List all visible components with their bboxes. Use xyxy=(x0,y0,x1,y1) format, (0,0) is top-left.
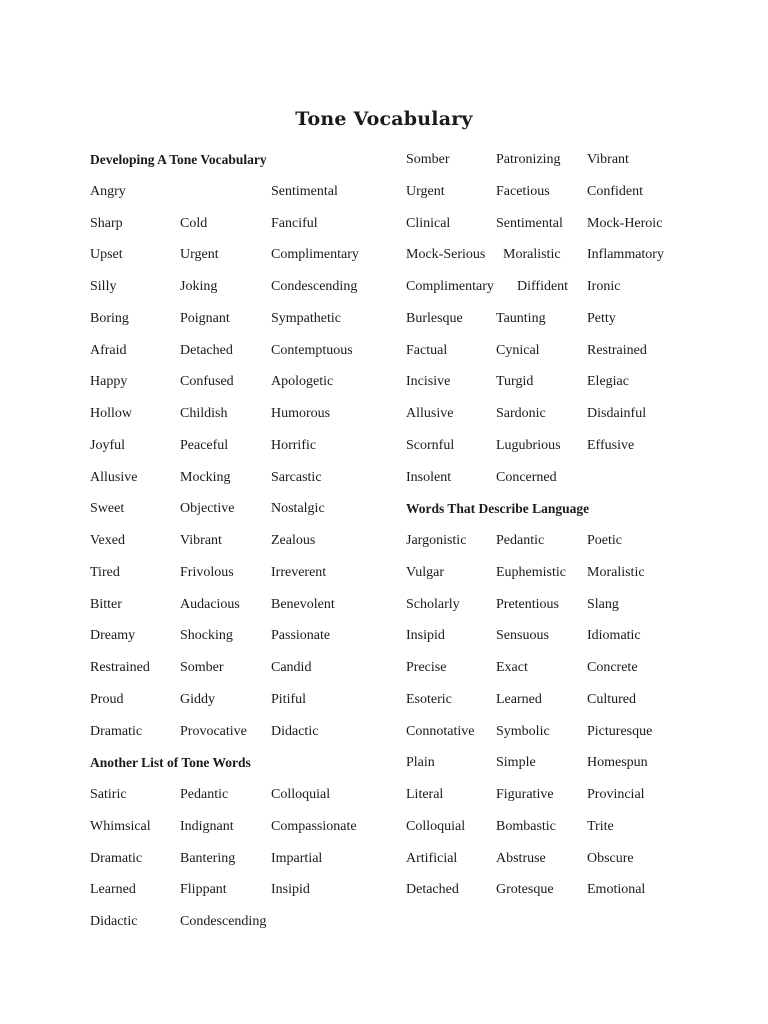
word: Homespun xyxy=(587,755,648,771)
word-row xyxy=(406,341,706,373)
word: Frivolous xyxy=(180,564,234,580)
word: Burlesque xyxy=(406,310,463,326)
word: Sarcastic xyxy=(271,469,322,485)
word: Restrained xyxy=(90,660,150,675)
word: Colloquial xyxy=(406,818,466,834)
word: Learned xyxy=(90,882,136,898)
word-row xyxy=(90,563,390,595)
word: Joyful xyxy=(90,437,125,453)
word-row xyxy=(90,341,390,373)
word-row xyxy=(90,499,390,531)
word: Happy xyxy=(90,374,128,390)
word: Learned xyxy=(496,691,542,707)
word: Plain xyxy=(406,755,435,771)
word: Jargonistic xyxy=(406,533,467,548)
word: Mock-Heroic xyxy=(587,215,663,231)
word: Factual xyxy=(406,342,448,358)
word: Impartial xyxy=(271,850,323,866)
word: Bombastic xyxy=(496,818,556,834)
word: Proud xyxy=(90,691,124,707)
word: Moralistic xyxy=(587,564,645,580)
word: Insolent xyxy=(406,469,452,485)
word: Concerned xyxy=(496,469,557,485)
word: Sensuous xyxy=(496,628,549,644)
word-row xyxy=(90,626,390,658)
word: Concrete xyxy=(587,660,638,675)
word: Dramatic xyxy=(90,850,143,866)
word: Simple xyxy=(496,755,536,771)
word: Symbolic xyxy=(496,723,550,739)
section-heading-row xyxy=(90,753,390,785)
word: Flippant xyxy=(180,882,227,898)
word: Cold xyxy=(180,215,208,231)
word: Tired xyxy=(90,564,120,580)
word: Passionate xyxy=(271,628,331,644)
word-row xyxy=(406,690,706,722)
word: Childish xyxy=(180,406,228,421)
word-row xyxy=(90,372,390,404)
word: Effusive xyxy=(587,437,635,453)
word: Provincial xyxy=(587,787,645,802)
word-row xyxy=(90,690,390,722)
word-row xyxy=(406,785,706,817)
word-row xyxy=(90,817,390,849)
word-row xyxy=(90,722,390,754)
word-row xyxy=(90,214,390,246)
word: Disdainful xyxy=(587,406,647,421)
word: Complimentary xyxy=(271,247,359,263)
word: Connotative xyxy=(406,723,475,739)
word-row xyxy=(406,531,706,563)
word-row xyxy=(406,880,706,912)
word: Nostalgic xyxy=(271,501,325,517)
word: Indignant xyxy=(180,818,234,834)
word: Vulgar xyxy=(406,564,445,580)
word: Cynical xyxy=(496,342,540,358)
word: Pretentious xyxy=(496,596,559,612)
word: Figurative xyxy=(496,787,554,802)
word: Sardonic xyxy=(496,406,546,421)
word: Joking xyxy=(180,279,218,294)
section-heading-another-list-of-tone-words: Another List of Tone Words xyxy=(90,755,251,771)
word: Dreamy xyxy=(90,628,136,644)
word: Slang xyxy=(587,596,619,612)
word: Urgent xyxy=(406,183,445,199)
word: Somber xyxy=(406,152,450,167)
word: Afraid xyxy=(90,342,127,358)
word: Abstruse xyxy=(496,850,546,866)
word-row xyxy=(90,182,390,214)
word: Mocking xyxy=(180,469,231,485)
word: Benevolent xyxy=(271,596,335,612)
word: Restrained xyxy=(587,342,647,358)
word-row xyxy=(406,309,706,341)
word-row xyxy=(406,277,706,309)
word: Taunting xyxy=(496,310,546,326)
word-row xyxy=(90,658,390,690)
word: Sympathetic xyxy=(271,310,341,326)
word-row xyxy=(406,245,706,277)
word-row xyxy=(90,309,390,341)
word-row xyxy=(406,626,706,658)
word-row xyxy=(90,468,390,500)
word: Pitiful xyxy=(271,691,307,707)
word: Didactic xyxy=(90,914,138,929)
word: Grotesque xyxy=(496,882,554,898)
word: Shocking xyxy=(180,628,233,644)
word-row xyxy=(90,880,390,912)
word: Pedantic xyxy=(496,533,545,548)
word: Boring xyxy=(90,310,129,326)
word: Scholarly xyxy=(406,596,460,612)
word: Vibrant xyxy=(587,152,629,167)
word: Exact xyxy=(496,660,528,675)
word: Didactic xyxy=(271,723,319,739)
word: Sharp xyxy=(90,215,123,231)
word: Allusive xyxy=(406,406,454,421)
section-heading-developing-tone-vocabulary: Developing A Tone Vocabulary xyxy=(90,152,267,167)
word: Precise xyxy=(406,660,447,675)
word: Giddy xyxy=(180,691,215,707)
word-row xyxy=(406,817,706,849)
word: Obscure xyxy=(587,850,634,866)
word-row xyxy=(90,785,390,817)
word: Complimentary xyxy=(406,279,494,294)
word-row xyxy=(406,150,706,182)
word-row xyxy=(90,436,390,468)
word: Poetic xyxy=(587,533,622,548)
word: Patronizing xyxy=(496,152,561,167)
word: Cultured xyxy=(587,691,636,707)
word: Insipid xyxy=(271,882,310,898)
word: Petty xyxy=(587,310,616,326)
word-row xyxy=(406,563,706,595)
word: Poignant xyxy=(180,310,230,326)
word: Insipid xyxy=(406,628,445,644)
word-row xyxy=(406,595,706,627)
word: Sweet xyxy=(90,501,125,517)
section-heading-words-that-describe-language: Words That Describe Language xyxy=(406,501,590,517)
word: Allusive xyxy=(90,469,138,485)
word: Idiomatic xyxy=(587,628,641,644)
word: Somber xyxy=(180,660,224,675)
word-row xyxy=(90,245,390,277)
word: Angry xyxy=(90,183,126,199)
word: Moralistic xyxy=(503,247,561,263)
word: Zealous xyxy=(271,533,316,548)
word-row xyxy=(406,404,706,436)
word-row xyxy=(90,849,390,881)
word: Candid xyxy=(271,660,312,675)
word: Esoteric xyxy=(406,691,452,707)
word-row xyxy=(90,404,390,436)
word: Urgent xyxy=(180,247,219,263)
section-heading-row xyxy=(406,499,706,531)
word: Bantering xyxy=(180,850,236,866)
word: Confident xyxy=(587,183,643,199)
word: Elegiac xyxy=(587,374,629,390)
word: Confused xyxy=(180,374,234,390)
word: Horrific xyxy=(271,437,317,453)
word: Compassionate xyxy=(271,818,357,834)
word: Satiric xyxy=(90,787,127,802)
word: Detached xyxy=(180,342,233,358)
page-title: Tone Vocabulary xyxy=(295,108,473,130)
right-column xyxy=(406,150,706,912)
section-heading-row xyxy=(90,150,390,182)
word: Artificial xyxy=(406,850,458,866)
word: Mock-Serious xyxy=(406,247,486,263)
word: Diffident xyxy=(517,279,569,294)
word: Turgid xyxy=(496,374,534,390)
word: Irreverent xyxy=(271,564,327,580)
left-column xyxy=(90,150,390,944)
word: Literal xyxy=(406,787,444,802)
word: Fanciful xyxy=(271,215,318,231)
word: Scornful xyxy=(406,437,455,453)
word-row xyxy=(406,849,706,881)
word-row xyxy=(406,722,706,754)
word-row xyxy=(406,372,706,404)
word-row xyxy=(406,436,706,468)
word: Picturesque xyxy=(587,723,653,739)
word-row xyxy=(90,277,390,309)
word: Condescending xyxy=(271,279,358,294)
word: Sentimental xyxy=(271,183,338,199)
word-row xyxy=(90,912,390,944)
word-row xyxy=(90,595,390,627)
word: Provocative xyxy=(180,723,247,739)
word: Condescending xyxy=(180,914,267,929)
word-row xyxy=(406,468,706,500)
word: Silly xyxy=(90,279,117,294)
word: Contemptuous xyxy=(271,342,353,358)
word: Ironic xyxy=(587,279,621,294)
word: Audacious xyxy=(180,596,240,612)
word: Trite xyxy=(587,818,614,834)
word: Objective xyxy=(180,501,235,517)
word-row xyxy=(90,531,390,563)
word: Clinical xyxy=(406,215,451,231)
word: Emotional xyxy=(587,882,646,898)
word: Euphemistic xyxy=(496,564,566,580)
word: Lugubrious xyxy=(496,437,561,453)
word: Inflammatory xyxy=(587,247,664,263)
word: Pedantic xyxy=(180,787,229,802)
word-row xyxy=(406,182,706,214)
word: Peaceful xyxy=(180,437,229,453)
word-row xyxy=(406,658,706,690)
word: Sentimental xyxy=(496,215,563,231)
word: Humorous xyxy=(271,406,331,421)
word: Colloquial xyxy=(271,787,331,802)
word: Facetious xyxy=(496,183,550,199)
word: Vexed xyxy=(90,533,125,548)
word: Detached xyxy=(406,882,459,898)
word: Upset xyxy=(90,247,123,263)
word: Incisive xyxy=(406,374,451,390)
word: Apologetic xyxy=(271,374,334,390)
word: Whimsical xyxy=(90,818,151,834)
word-row xyxy=(406,214,706,246)
word: Bitter xyxy=(90,596,122,612)
word-row xyxy=(406,753,706,785)
word: Hollow xyxy=(90,406,132,421)
word: Vibrant xyxy=(180,533,222,548)
word: Dramatic xyxy=(90,723,143,739)
